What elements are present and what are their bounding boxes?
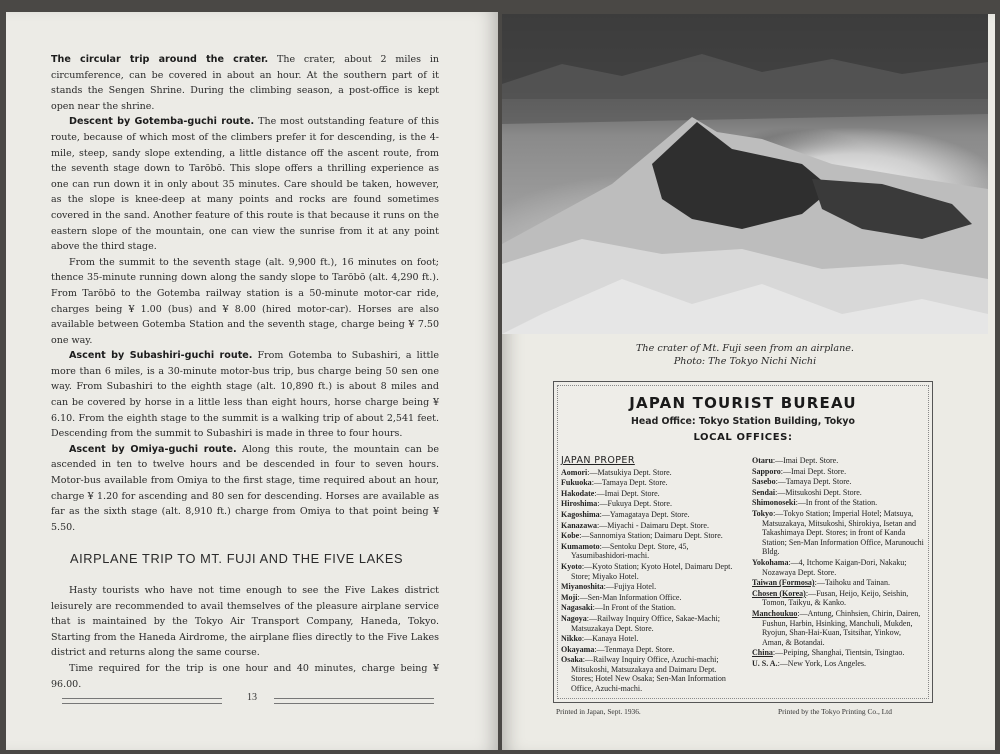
office-region: China [752, 648, 773, 658]
caption-title: The crater of Mt. Fuji seen from an airplane. [636, 343, 854, 354]
office-entry [561, 603, 739, 613]
office-city: Nikko [561, 634, 582, 644]
office-location: :—Tamaya Dept. Store. [775, 477, 852, 487]
office-location: :—Railway Inquiry Office, Azuchi-machi; Mitsukoshi, Matsuzakaya and Daimaru Dept. Stores; Hotel New Osaka; Sen-Man Information Office, Azuchi-machi. [571, 655, 726, 694]
bureau-title: JAPAN TOURIST BUREAU [629, 394, 857, 412]
office-location: :—Yamagataya Dept. Store. [599, 509, 690, 519]
paragraph-lead: Ascent by Omiya-guchi route. [69, 443, 237, 455]
office-city: Kumamoto [561, 541, 600, 551]
page-number: 13 [247, 692, 257, 703]
paragraph-subashiri-ascent [51, 348, 439, 442]
office-location: :—Matsukiya Dept. Store. [587, 467, 672, 477]
office-city: Miyanoshita [561, 582, 604, 592]
office-location: :—Sen-Man Information Office. [577, 592, 682, 602]
tourist-bureau-box [553, 381, 933, 703]
local-offices-heading: LOCAL OFFICES: [693, 432, 793, 443]
office-city: Kyoto [561, 561, 582, 571]
office-entry [561, 562, 739, 581]
footer-rule-right [274, 698, 434, 704]
office-entry [752, 509, 924, 557]
paragraph-lead: Descent by Gotemba-guchi route. [69, 116, 255, 128]
office-location: :—Sannomiya Station; Daimaru Dept. Store. [579, 531, 723, 541]
office-entry-taiwan [752, 578, 924, 588]
head-office: Head Office: Tokyo Station Building, Tokyo [631, 416, 855, 427]
office-location: :—Fusan, Heijo, Keijo, Seishin, Tomon, Taikyu, & Kanko. [762, 588, 909, 608]
offices-right-column [752, 456, 924, 669]
paragraph-lead: The circular trip around the crater. [51, 54, 269, 65]
office-city: Tokyo [752, 508, 774, 518]
office-location: :—Imai Dept. Store. [594, 488, 660, 498]
footer-rule-left [62, 698, 222, 704]
office-location: :—Sentoku Dept. Store, 45, Yasumibashidori-machi. [571, 541, 689, 561]
office-entry [561, 478, 739, 488]
office-entry [561, 489, 739, 499]
office-entry [561, 655, 739, 693]
office-city: Nagoya [561, 613, 587, 623]
paragraph-text: From the summit to the seventh stage (alt. 9,900 ft.), 16 minutes on foot; thence 35-minute running down along the sandy slope to Tarōbō (alt. 4,290 ft.). From Tarōbō to the Gotemba railway station is a 50-minute motor-car ride, charges being ¥ 1.00 (bus) and ¥ 8.00 (hired motor-car). Horses are also available between Gotemba Station and the seventh stage, charge being ¥ 7.50 one way. [51, 256, 439, 346]
office-city: Yokohama [752, 557, 789, 567]
office-city: Moji [561, 592, 578, 602]
office-city: Aomori [561, 467, 588, 477]
office-entry [561, 542, 739, 561]
office-location: :—Kanaya Hotel. [581, 634, 639, 644]
office-entry [561, 582, 739, 592]
office-entry [561, 593, 739, 603]
office-city: Kobe [561, 531, 580, 541]
office-entry-chosen [752, 589, 924, 608]
office-entry [561, 468, 739, 478]
office-location: :—Peiping, Shanghai, Tientsin, Tsingtao. [772, 648, 905, 658]
office-city: Fukuoka [561, 478, 592, 488]
office-entry [561, 521, 739, 531]
office-location: :—In front of the Station. [795, 498, 878, 508]
office-city: Sasebo [752, 477, 776, 487]
printer-credit: Printed by the Tokyo Printing Co., Ltd [778, 707, 892, 716]
paragraph-text: The most outstanding feature of this route, because of which most of the climbers prefer it for descending, is the 4-mile, steep, sandy slope extending, a little distance off the ascent route, from the seventh stage down to Tarōbō. This slope offers a thrilling experience as one can run down it in only about 35 minutes. Care should be taken, however, as the slope is knee-deep at many points and rocks are found sometimes covered in the sand. Another feature of this route is that because it runs on the eastern slope of the mountain, one can view the sunrise from it at any point above the third stage. [51, 116, 440, 253]
office-location: :—Miyachi - Daimaru Dept. Store. [597, 520, 709, 530]
office-city: Okayama [561, 644, 595, 654]
office-city: Sendai [752, 487, 776, 497]
office-entry [752, 477, 924, 487]
region-japan-proper: JAPAN PROPER [561, 455, 635, 466]
office-city: Otaru [752, 456, 773, 465]
office-entry [752, 488, 924, 498]
office-city: Kagoshima [561, 509, 600, 519]
office-entry-china [752, 648, 924, 658]
office-region: Chosen (Korea) [752, 588, 806, 598]
office-entry [752, 558, 924, 577]
paragraph-airplane-time: Time required for the trip is one hour and 40 minutes, charge being ¥ 96.00. [51, 662, 439, 690]
office-entry [752, 498, 924, 508]
office-city: Shimonoseki [752, 498, 796, 508]
paragraph-airplane-service: Hasty tourists who have not time enough to see the Five Lakes district leisurely are recommended to avail themselves of the pleasure airplane service that is maintained by the Tokyo Air Transport Company, Haneda, Tokyo. Starting from the Haneda Airdrome, the airplane flies directly to the Five Lakes district and returns along the same course. [51, 585, 439, 659]
office-city: Hakodate [561, 488, 595, 498]
japan-office-list [561, 468, 739, 694]
office-city: Osaka [561, 655, 583, 665]
paragraph-gotemba-descent [51, 114, 439, 254]
office-city: Kanazawa [561, 520, 597, 530]
office-entry [561, 499, 739, 509]
office-location: :—Tokyo Station; Imperial Hotel; Matsuya, Matsuzakaya, Mitsukoshi, Shirokiya, Isetan and Takashimaya Dept. Stores; in front of Kanda Station; Sen-Man Information Office, Marunouchi Bldg. [762, 508, 924, 557]
office-city: Hiroshima [561, 499, 598, 509]
office-entry [752, 456, 924, 466]
office-location: :—New York, Los Angeles. [777, 658, 867, 668]
office-entry [752, 467, 924, 477]
office-location: :—In Front of the Station. [592, 603, 676, 613]
office-entry-usa [752, 659, 924, 669]
office-entry [561, 510, 739, 520]
office-location: :—Fujiya Hotel. [603, 582, 657, 592]
office-entry [561, 634, 739, 644]
paragraph-text: Along this route, the mountain can be ascended in ten to twelve hours and be descended in four to seven hours. Motor-bus available from Omiya to the first stage, time required about an hour, charge ¥ 1.20 for ascending and 80 sen for descending. Horses are available as far as the sixth stage (alt. 8,910 ft.) charge from Omiya to that point being ¥ 5.50. [51, 443, 439, 533]
photo-caption [560, 342, 930, 368]
office-location: :—Tenmaya Dept. Store. [594, 644, 675, 654]
paragraph-summit-times [51, 255, 439, 349]
office-location: :—Railway Inquiry Office, Sakae-Machi; Matsuzakaya Dept. Store. [571, 613, 720, 633]
paragraph-lead: Ascent by Subashiri-guchi route. [69, 350, 253, 362]
section-title-airplane-trip: AIRPLANE TRIP TO MT. FUJI AND THE FIVE LAKES [70, 551, 404, 566]
offices-left-column [561, 456, 739, 695]
office-location: :—Mitsukoshi Dept. Store. [775, 487, 862, 497]
paragraph-crater-trip [51, 52, 439, 114]
office-location: :—Tamaya Dept. Store. [591, 478, 668, 488]
office-location: :—4, Itchome Kaigan-Dori, Nakaku; Nozawaya Dept. Store. [762, 557, 907, 577]
mt-fuji-crater-photo [502, 14, 988, 334]
left-page-body [51, 52, 439, 535]
office-location: :—Imai Dept. Store. [780, 466, 847, 476]
office-entry-manchoukuo [752, 609, 924, 647]
office-entry [561, 614, 739, 633]
paragraph-text: The crater, about 2 miles in circumference, can be covered in about an hour. At the southern part of it stands the Sengen Shrine. During the climbing season, a post-office is kept open near the shrine. [51, 54, 439, 112]
office-city: Nagasaki [561, 603, 593, 613]
office-location: :—Imai Dept. Store. [772, 456, 839, 465]
paragraph-text: From Gotemba to Subashiri, a little more than 6 miles, is a 30-minute motor-bus trip, bus charge being 50 sen one way. From Subashiri to the eighth stage (alt. 10,890 ft.) is about 8 miles and can be covered by horse in a little less than eight hours, horse charge being ¥ 6.10. From the eighth stage to the summit is a walking trip of about 2,541 feet. Descending from the summit to Subashiri is made in three to four hours. [51, 350, 439, 440]
printed-in-note: Printed in Japan, Sept. 1936. [556, 707, 641, 716]
office-region: Manchoukuo [752, 608, 798, 618]
office-location: :—Fukuya Dept. Store. [597, 499, 672, 509]
paragraph-omiya-ascent [51, 442, 439, 536]
office-entry [561, 645, 739, 655]
office-entry [561, 531, 739, 541]
caption-credit: Photo: The Tokyo Nichi Nichi [673, 356, 817, 367]
office-region: Taiwan (Formosa) [752, 578, 815, 588]
office-location: :—Kyoto Station; Kyoto Hotel, Daimaru Dept. Store; Miyako Hotel. [571, 561, 733, 581]
office-location: :—Antung, Chinhsien, Chirin, Dairen, Fushun, Harbin, Hsinking, Manchuli, Mukden, Ryojun, Shan-Hai-Kuan, Tsitsihar, Yinkow, Aman, & Botandai. [762, 608, 921, 647]
office-city: Sapporo [752, 466, 781, 476]
office-location: :—Taihoku and Tainan. [814, 578, 890, 588]
office-region: U. S. A. [752, 658, 778, 668]
photo-shapes [502, 14, 988, 334]
airplane-section-body [51, 583, 439, 692]
